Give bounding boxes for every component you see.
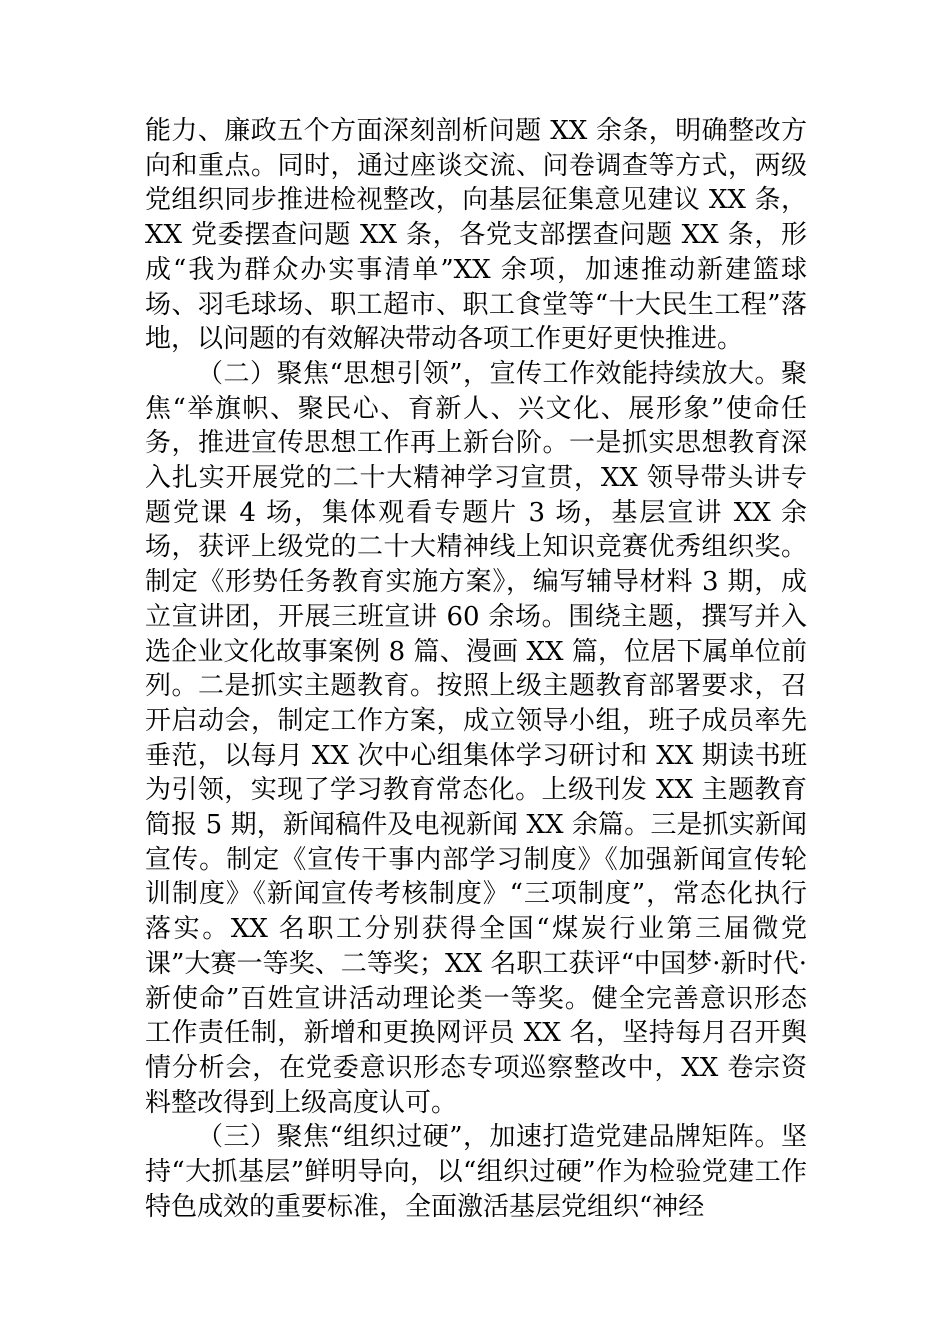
paragraph-problem-rectification: 能力、廉政五个方面深刻剖析问题 XX 余条，明确整改方向和重点。同时，通过座谈交流、问卷调查等方式，两级党组织同步推进检视整改，向基层征集意见建议 XX 条，XX 党委摆查问题 XX 条，各党支部摆查问题 XX 条，形成“我为群众办实事清单”XX 余项，加速推动新建篮球场、羽毛球场、职工超市、职工食堂等“十大民生工程”落地，以问题的有效解决带动各项工作更好更快推进。 <box>145 116 807 355</box>
document-page <box>145 114 807 1225</box>
paragraph-organization-strength: （三）聚焦“组织过硬”，加速打造党建品牌矩阵。坚持“大抓基层”鲜明导向，以“组织过硬”作为检验党建工作特色成效的重要标准，全面激活基层党组织“神经 <box>145 1122 807 1222</box>
paragraph-ideological-guidance: （二）聚焦“思想引领”，宣传工作效能持续放大。聚焦“举旗帜、聚民心、育新人、兴文化、展形象”使命任务，推进宣传思想工作再上新台阶。一是抓实思想教育深入扎实开展党的二十大精神学习宣贯，XX 领导带头讲专题党课 4 场，集体观看专题片 3 场，基层宣讲 XX 余场，获评上级党的二十大精神线上知识竞赛优秀组织奖。制定《形势任务教育实施方案》，编写辅导材料 3 期，成立宣讲团，开展三班宣讲 60 余场。围绕主题，撰写并入选企业文化故事案例 8 篇、漫画 XX 篇，位居下属单位前列。二是抓实主题教育。按照上级主题教育部署要求，召开启动会，制定工作方案，成立领导小组，班子成员率先垂范，以每月 XX 次中心组集体学习研讨和 XX 期读书班为引领，实现了学习教育常态化。上级刊发 XX 主题教育简报 5 期，新闻稿件及电视新闻 XX 余篇。三是抓实新闻宣传。制定《宣传干事内部学习制度》《加强新闻宣传轮训制度》《新闻宣传考核制度》“三项制度”，常态化执行落实。XX 名职工分别获得全国“煤炭行业第三届微党课”大赛一等奖、二等奖；XX 名职工获评“中国梦·新时代·新使命”百姓宣讲活动理论类一等奖。健全完善意识形态工作责任制，新增和更换网评员 XX 名，坚持每月召开舆情分析会，在党委意识形态专项巡察整改中，XX 卷宗资料整改得到上级高度认可。 <box>145 358 807 1118</box>
